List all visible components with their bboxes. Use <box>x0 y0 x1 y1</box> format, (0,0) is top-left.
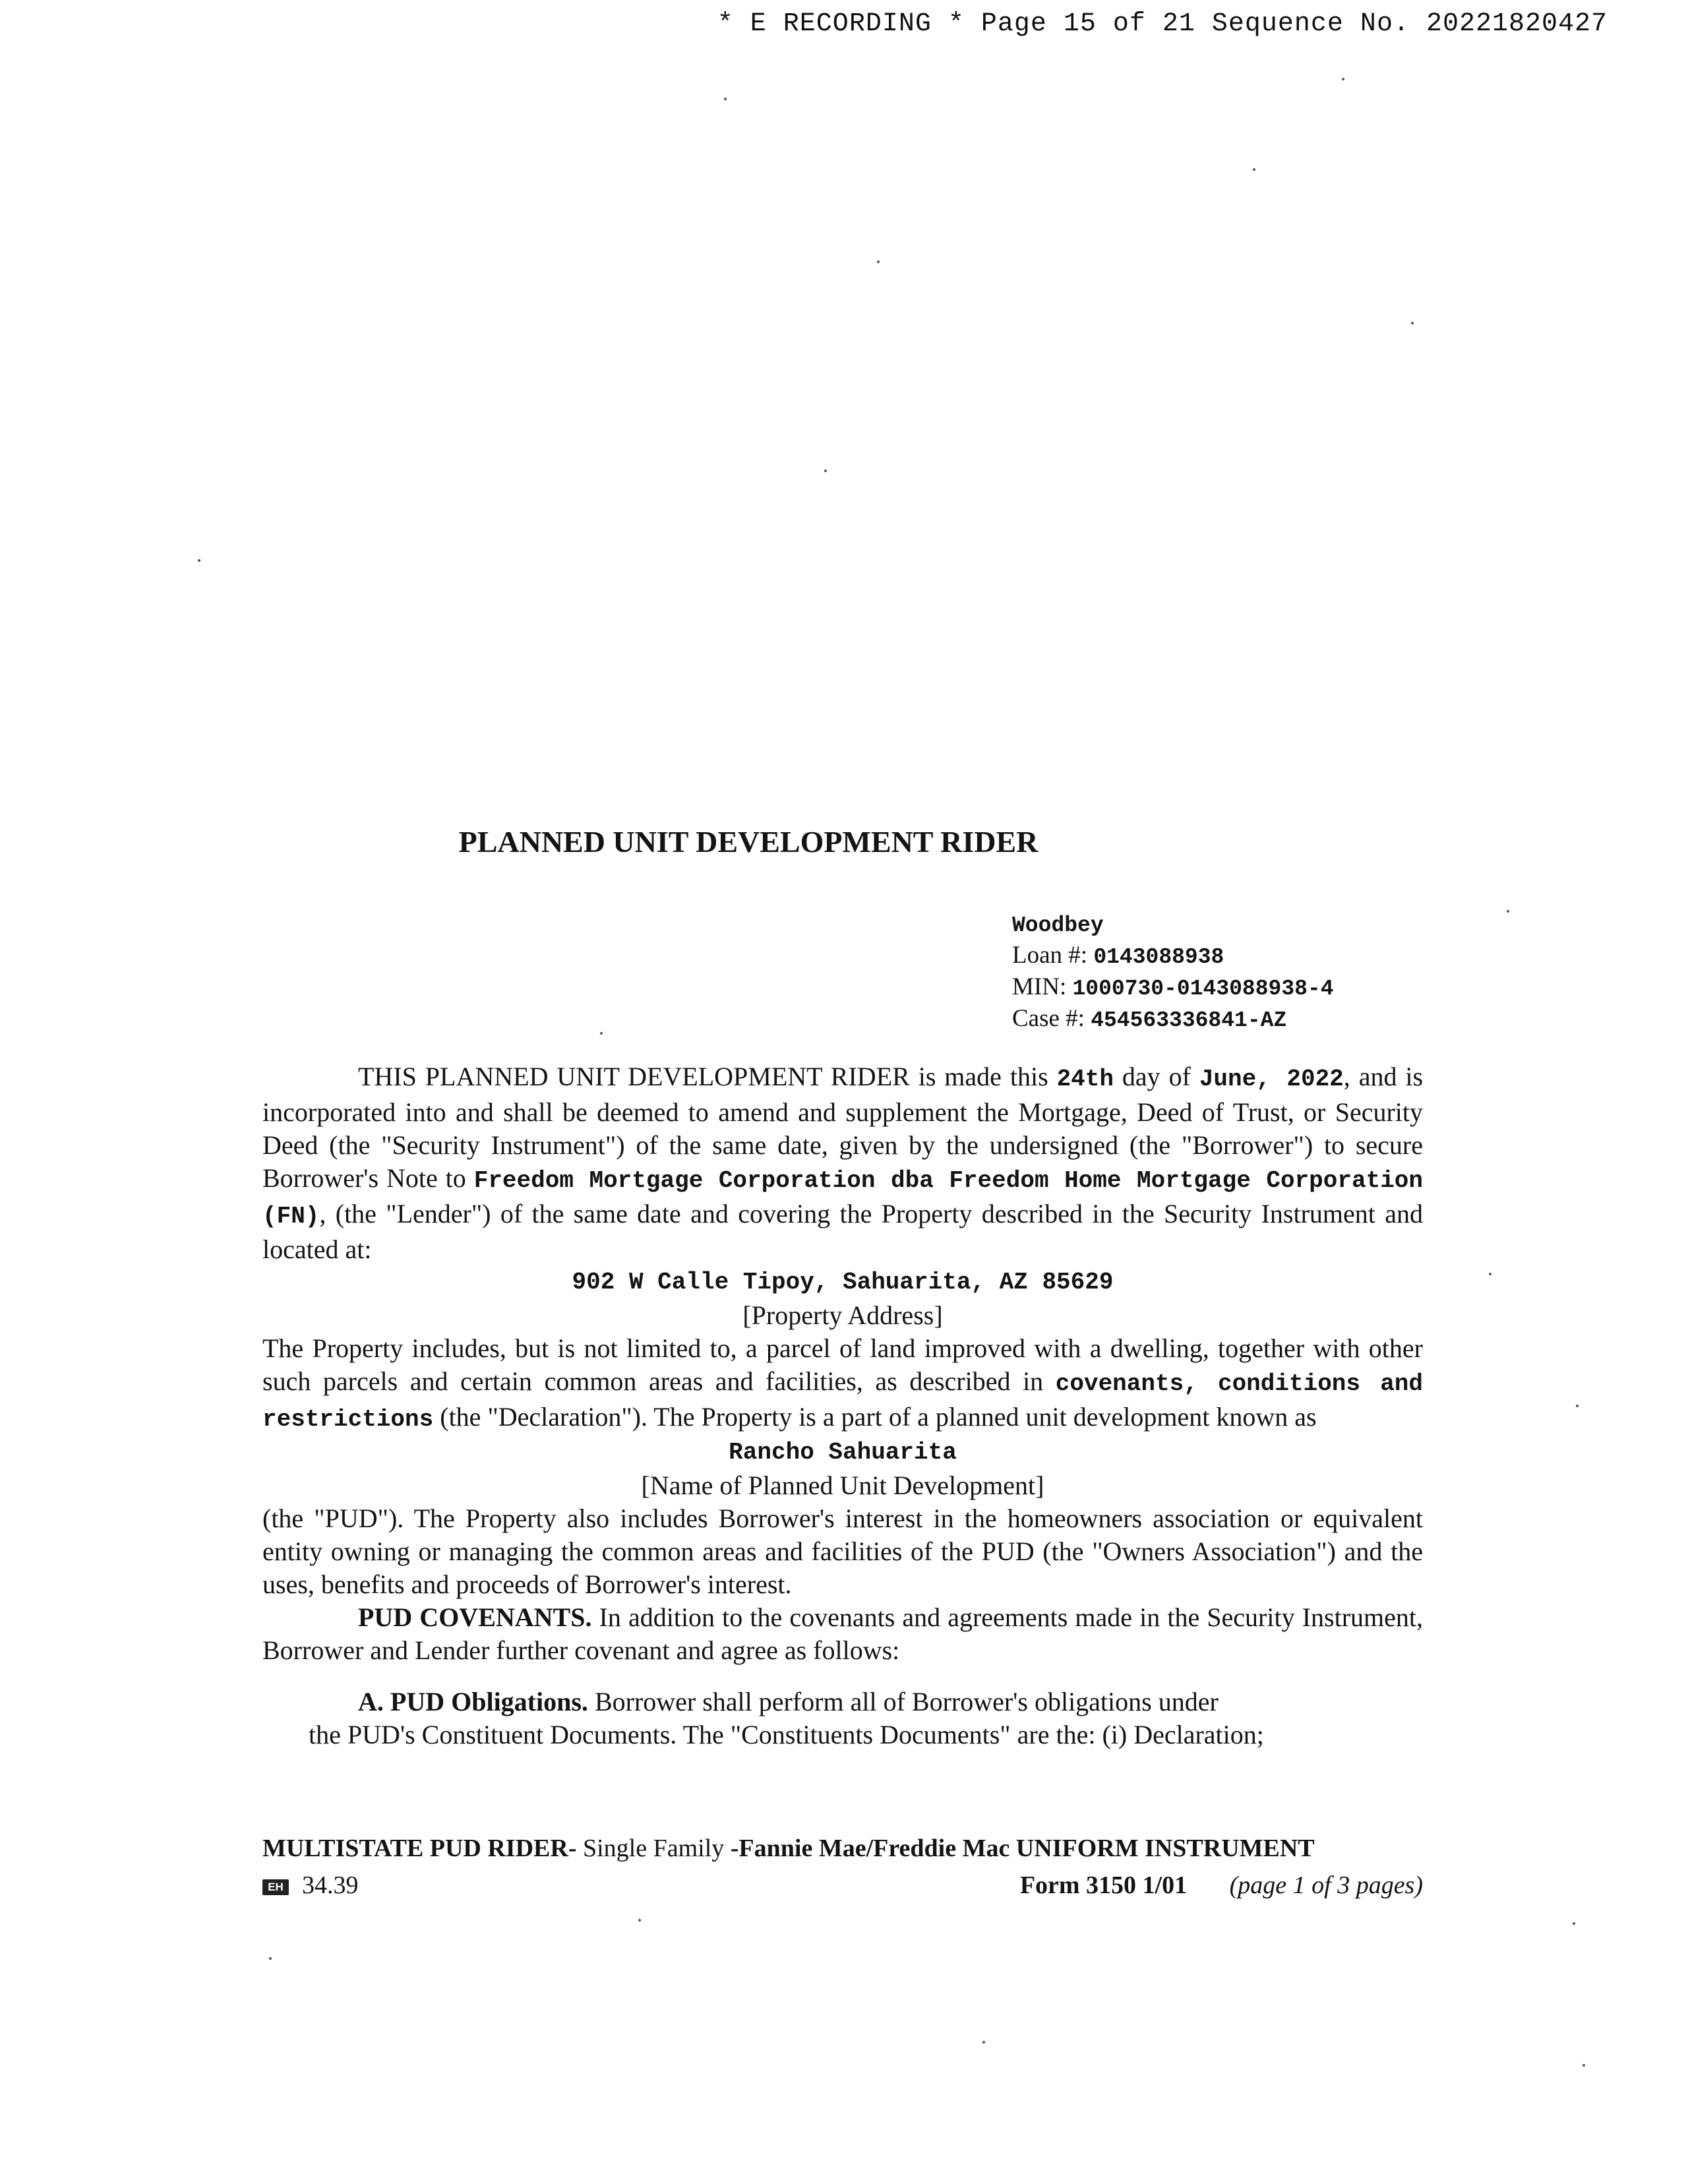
obligations-line-1 <box>309 1685 1383 1718</box>
document-title: PLANNED UNIT DEVELOPMENT RIDER <box>458 825 1039 859</box>
min-label: MIN: <box>1012 973 1067 1000</box>
covenants-paragraph <box>262 1601 1423 1667</box>
scan-speck <box>1582 2064 1585 2067</box>
scan-speck <box>1576 1405 1579 1407</box>
declaration-text-2: (the "Declaration"). The Property is a part of a planned unit development known as <box>440 1402 1317 1432</box>
pud-name-caption: [Name of Planned Unit Development] <box>641 1471 1044 1500</box>
min-number: 1000730-0143088938-4 <box>1072 977 1334 1001</box>
scan-speck <box>1253 168 1255 171</box>
covenants-text: In addition to the covenants and agreements made in the Security Instrument, Borrower and Lender further covenant and agree as follows: <box>262 1602 1423 1665</box>
pud-paragraph: (the "PUD"). The Property also includes Borrower's interest in the homeowners association or equivalent entity owning or managing the common areas and facilities of the PUD (the "Owners Association") and the uses, benefits and proceeds of Borrower's interest. <box>262 1503 1423 1599</box>
ellie-mae-logo-icon: EH <box>262 1879 289 1895</box>
case-number-label: Case #: <box>1012 1005 1085 1032</box>
borrower-name: Woodbey <box>1012 913 1104 938</box>
scan-speck <box>877 260 880 263</box>
scan-speck <box>1507 910 1509 913</box>
intro-paragraph <box>262 1060 1423 1266</box>
form-title-regular: Single Family <box>582 1835 725 1862</box>
declaration-text-1: The Property includes, but is not limited to, a parcel of land improved with a dwelling, together with other such parcels and certain common areas and facilities, as described in <box>262 1333 1423 1396</box>
lender-name: Freedom Mortgage Corporation dba Freedom Home Mortgage Corporation (FN) <box>262 1167 1424 1230</box>
form-number-group <box>1020 1867 1423 1904</box>
obligations-line-2: the PUD's Constituent Documents. The "Constituents Documents" are the: (i) Declaration; <box>309 1720 1264 1749</box>
declaration-name: covenants, conditions and restrictions <box>262 1370 1424 1433</box>
case-number: 454563336841-AZ <box>1091 1008 1287 1033</box>
scan-speck <box>600 1032 603 1035</box>
scan-speck <box>1489 1273 1492 1275</box>
pud-obligations-section <box>262 1685 1423 1751</box>
rider-body <box>262 1060 1423 1751</box>
scan-speck <box>638 1919 641 1922</box>
scan-speck <box>724 98 727 100</box>
intro-text-3: , and is incorporated into and shall be deemed to amend and supplement the Mortgage, Deed of Trust, or Security Deed (the "Security Instrument") of the same date, given by the undersigned (the "Borrower") to secure Borrower's Note to <box>262 1062 1424 1193</box>
property-address-caption: [Property Address] <box>742 1300 943 1330</box>
form-title-bold: MULTISTATE PUD RIDER- <box>262 1835 577 1862</box>
scan-speck <box>269 1957 272 1960</box>
form-footer <box>262 1830 1423 1904</box>
intro-text-1: THIS PLANNED UNIT DEVELOPMENT RIDER is made this <box>358 1062 1048 1091</box>
form-title <box>262 1830 1423 1867</box>
rider-month-year: June, 2022 <box>1199 1066 1344 1093</box>
form-title-bold-2: -Fannie Mae/Freddie Mac UNIFORM INSTRUMENT <box>730 1835 1315 1862</box>
form-number: Form 3150 1/01 <box>1019 1871 1188 1899</box>
form-version: 34.39 <box>302 1871 359 1899</box>
intro-text-2: day of <box>1122 1062 1191 1091</box>
form-footer-row <box>262 1867 1423 1904</box>
loan-info-block <box>1012 909 1334 1035</box>
loan-number: 0143088938 <box>1093 945 1224 969</box>
scan-speck <box>1573 1922 1575 1925</box>
page-info: (page 1 of 3 pages) <box>1229 1871 1423 1899</box>
scan-speck <box>982 2041 985 2044</box>
scan-speck <box>824 470 827 472</box>
scan-speck <box>1411 322 1414 324</box>
covenants-heading: PUD COVENANTS. <box>358 1602 592 1632</box>
obligations-heading: A. PUD Obligations. <box>358 1687 588 1716</box>
recording-stamp: * E RECORDING * Page 15 of 21 Sequence No. 20221820427 <box>717 9 1608 39</box>
scan-speck <box>1342 78 1344 80</box>
scan-speck <box>198 559 200 562</box>
property-address: 902 W Calle Tipoy, Sahuarita, AZ 85629 <box>572 1269 1114 1296</box>
declaration-paragraph <box>262 1332 1423 1436</box>
intro-text-4: , (the "Lender") of the same date and covering the Property described in the Security Instrument and located at: <box>262 1199 1423 1264</box>
rider-day: 24th <box>1056 1066 1114 1093</box>
obligations-text-1: Borrower shall perform all of Borrower's obligations under <box>594 1687 1219 1716</box>
pud-name: Rancho Sahuarita <box>729 1439 957 1466</box>
form-version-group <box>262 1867 359 1904</box>
loan-number-label: Loan #: <box>1012 942 1088 969</box>
